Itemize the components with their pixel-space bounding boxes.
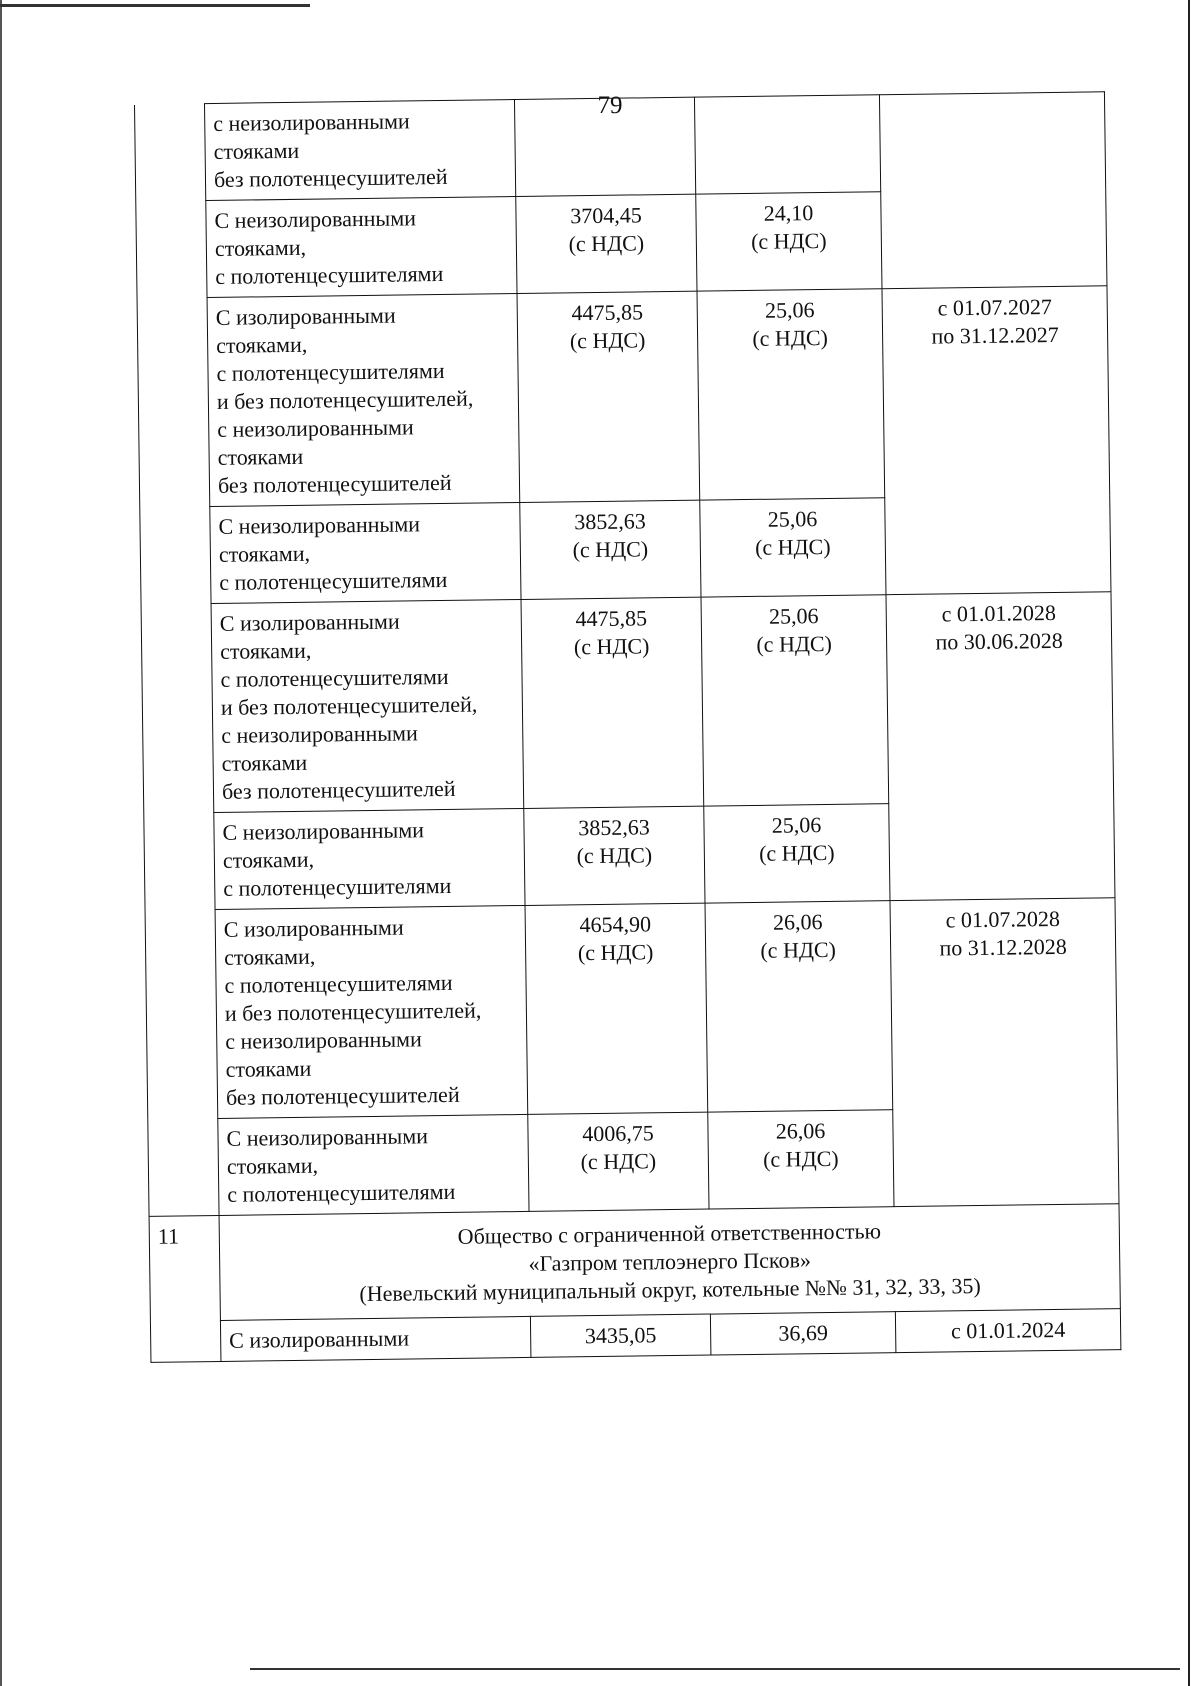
description-cell: С неизолированными стояками, с полотенцесушителями xyxy=(218,1114,529,1215)
page-edge-left xyxy=(0,0,2,1686)
description-cell: с неизолированными стояками без полотенцесушителей xyxy=(205,100,516,201)
document-sheet xyxy=(134,91,1120,1363)
scan-bottom-line xyxy=(250,1668,1180,1670)
heat-price-cell: 24,10 (с НДС) xyxy=(696,192,882,291)
row-number-cell xyxy=(149,1215,221,1362)
description-cell: С изолированными стояками, с полотенцесушителями и без полотенцесушителей, с неизолированными стояками без полотенцесушителей xyxy=(215,905,528,1118)
row-number: 11 xyxy=(157,1223,180,1249)
period-cell: с 01.01.2024 xyxy=(895,1309,1121,1353)
price-cell: 4475,85 (с НДС) xyxy=(521,597,704,808)
price-cell: 3852,63 (с НДС) xyxy=(524,806,705,905)
table-row xyxy=(149,1204,1120,1322)
description-cell: С изолированными стояками, с полотенцесушителями и без полотенцесушителей, с неизолированными стояками без полотенцесушителей xyxy=(211,599,524,812)
price-cell: 4654,90 (с НДС) xyxy=(525,903,708,1114)
description-cell: С изолированными стояками, с полотенцесушителями и без полотенцесушителей, с неизолированными стояками без полотенцесушителей xyxy=(207,294,520,507)
price-cell: 3704,45 (с НДС) xyxy=(516,194,697,293)
price-cell xyxy=(514,97,695,196)
description-cell: С изолированными xyxy=(220,1316,531,1361)
description-cell: С неизолированными стояками, с полотенцесушителями xyxy=(214,808,525,909)
price-cell: 3435,05 xyxy=(530,1314,711,1357)
heat-price-cell: 25,06 (с НДС) xyxy=(704,804,890,903)
price-cell: 3852,63 (с НДС) xyxy=(520,500,701,599)
period-cell: с 01.07.2027 по 31.12.2027 xyxy=(882,286,1111,595)
period-cell: с 01.01.2028 по 30.06.2028 xyxy=(886,592,1115,901)
price-cell: 4475,85 (с НДС) xyxy=(517,291,700,502)
page-edge-right xyxy=(1188,0,1190,1686)
heat-price-cell: 26,06 (с НДС) xyxy=(708,1110,894,1209)
heat-price-cell: 26,06 (с НДС) xyxy=(705,901,893,1112)
description-cell: С неизолированными стояками, с полотенцесушителями xyxy=(210,502,521,603)
organization-header: Общество с ограниченной ответственностью «Газпром теплоэнерго Псков» (Невельский муниципальный округ, котельные №№ 31, 32, 33, 35) xyxy=(219,1204,1120,1321)
heat-price-cell: 36,69 xyxy=(710,1312,896,1355)
table-row xyxy=(135,92,1106,202)
price-cell: 4006,75 (с НДС) xyxy=(528,1112,709,1211)
heat-price-cell: 25,06 (с НДС) xyxy=(700,498,886,597)
page-number: 79 xyxy=(597,92,623,119)
table-row xyxy=(145,898,1118,1120)
table-row xyxy=(137,286,1110,508)
tariff-table xyxy=(134,91,1121,1363)
scan-top-line xyxy=(0,4,310,7)
heat-price-cell xyxy=(694,95,880,194)
table-row xyxy=(141,592,1114,814)
period-cell: с 01.07.2028 по 31.12.2028 xyxy=(890,898,1119,1207)
heat-price-cell: 25,06 (с НДС) xyxy=(701,595,889,806)
heat-price-cell: 25,06 (с НДС) xyxy=(697,289,885,500)
description-cell: С неизолированными стояками, с полотенцесушителями xyxy=(206,197,517,298)
period-cell xyxy=(879,92,1107,289)
